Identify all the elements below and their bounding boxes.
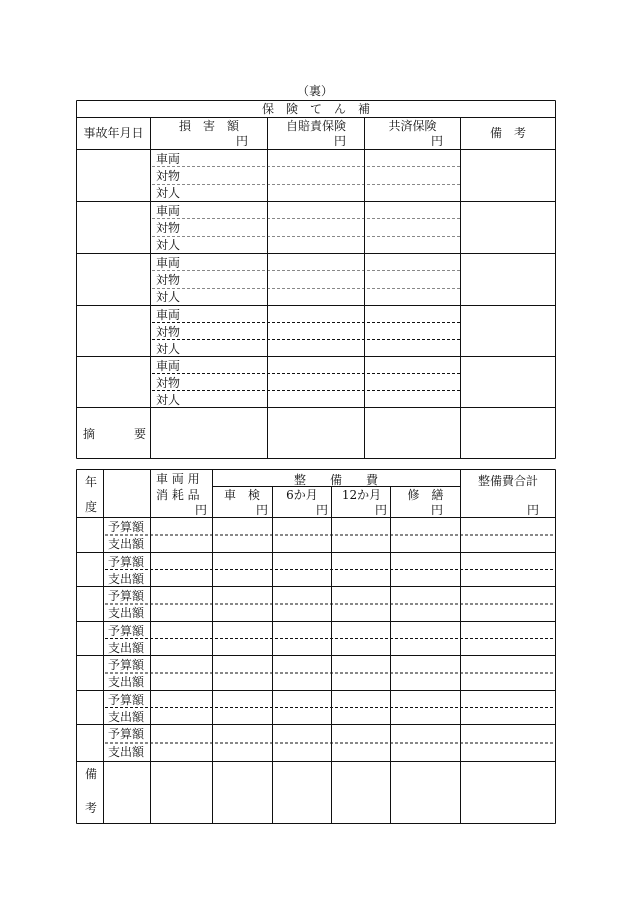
col-accident-date: 事故年月日 [83,126,144,140]
insurance-row-label: 対物 [156,324,181,339]
maintenance-row-label: 支出額 [108,571,145,586]
col-6-months: 6か月 [286,488,318,502]
maintenance-row-label: 支出額 [108,537,145,551]
col-shaken: 車 検 [223,488,260,502]
unit-yen: 円 [333,134,346,148]
maintenance-row-label: 予算額 [108,692,145,707]
insurance-row-label: 対人 [156,290,181,305]
insurance-row-label: 対物 [156,220,181,235]
summary-label-2: 要 [134,427,147,441]
unit-yen: 円 [430,134,443,148]
unit-yen: 円 [526,503,539,517]
insurance-row-label: 対人 [156,186,181,201]
insurance-row-label: 対人 [156,238,181,253]
maintenance-row-label: 支出額 [108,675,145,689]
maintenance-row-label: 予算額 [108,657,145,672]
unit-yen: 円 [374,503,387,517]
col-supplies-2: 消 耗 品 [156,488,200,502]
maintenance-row-label: 支出額 [108,745,145,759]
col-supplies-1: 車 両 用 [156,472,200,486]
maintenance-row-label: 予算額 [108,554,145,569]
insurance-row-label: 対人 [156,341,181,356]
maintenance-row-label: 予算額 [108,588,145,603]
col-maintenance-total: 整備費合計 [477,474,538,488]
remarks-label-1: 備 [85,767,98,781]
unit-yen: 円 [430,503,443,517]
col-kyosai-insurance: 共済保険 [388,119,437,133]
page-heading: （裏） [296,84,333,98]
col-12-months: 12か月 [341,488,382,502]
col-year-2: 度 [85,500,98,514]
insurance-row-label: 車両 [156,151,181,166]
insurance-row-label: 車両 [156,358,181,373]
insurance-row-label: 対物 [156,375,181,390]
unit-yen: 円 [194,503,207,517]
summary-label-1: 摘 [83,427,96,441]
maintenance-row-label: 予算額 [108,519,145,534]
maintenance-row-label: 支出額 [108,640,145,655]
col-year-1: 年 [85,475,98,489]
insurance-row-label: 車両 [156,307,181,322]
unit-yen: 円 [235,134,248,148]
col-remarks: 備 考 [489,126,526,140]
insurance-title: 保 険 て ん 補 [261,102,370,116]
maintenance-row-label: 支出額 [108,606,145,620]
remarks-label-2: 考 [85,801,98,815]
col-maintenance-cost: 整 備 費 [293,473,378,487]
insurance-row-label: 対物 [156,168,181,183]
insurance-row-label: 車両 [156,255,181,270]
col-repair: 修 繕 [407,488,444,502]
maintenance-row-label: 支出額 [108,709,145,724]
unit-yen: 円 [315,503,328,517]
col-damage-amount: 損 害 額 [178,119,239,133]
insurance-row-label: 対物 [156,272,181,287]
insurance-row-label: 車両 [156,203,181,218]
col-jibaiseki-insurance: 自賠責保険 [285,119,346,133]
unit-yen: 円 [255,503,268,517]
maintenance-row-label: 予算額 [108,726,145,741]
insurance-row-label: 対人 [156,392,181,407]
maintenance-row-label: 予算額 [108,623,145,638]
